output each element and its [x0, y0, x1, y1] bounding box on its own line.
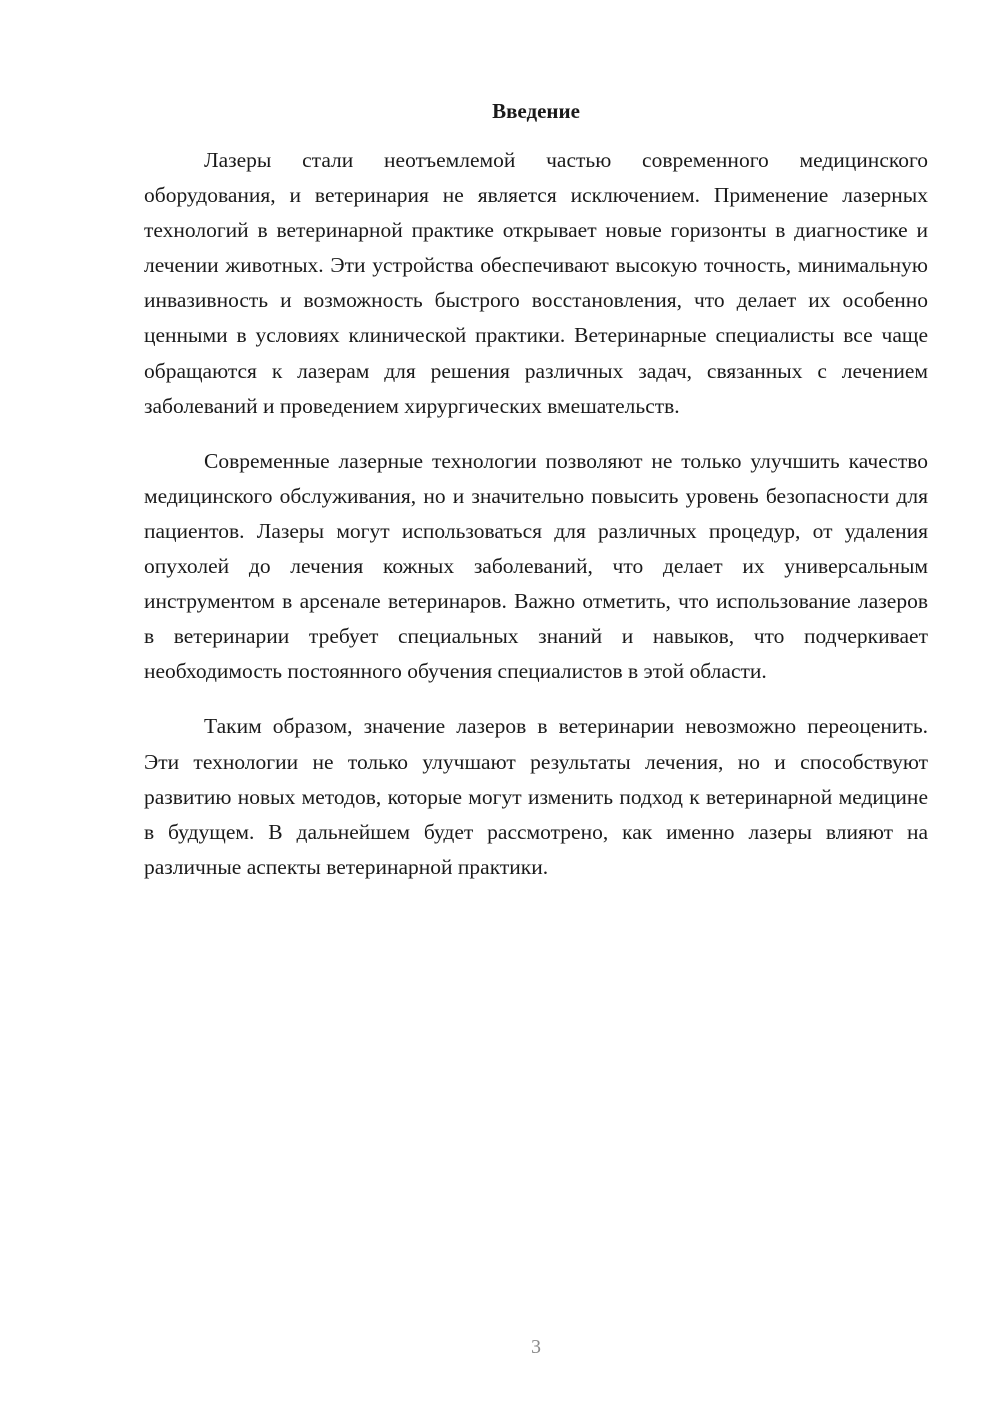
- paragraph-3: Таким образом, значение лазеров в ветеринарии невозможно переоценить. Эти технологии не только улучшают результаты лечения, но и способствуют развитию новых методов, которые могут изменить подход к ветеринарной медицине в будущем. В дальнейшем будет рассмотрено, как именно лазеры влияют на различные аспекты ветеринарной практики.: [144, 714, 928, 879]
- body-text: [144, 143, 928, 905]
- section-title: Введение: [492, 99, 580, 123]
- paragraph-2: Современные лазерные технологии позволяют не только улучшить качество медицинского обслуживания, но и значительно повысить уровень безопасности для пациентов. Лазеры могут использоваться для различных процедур, от удаления опухолей до лечения кожных заболеваний, что делает их универсальным инструментом в арсенале ветеринаров. Важно отметить, что использование лазеров в ветеринарии требует специальных знаний и навыков, что подчеркивает необходимость постоянного обучения специалистов в этой области.: [144, 448, 928, 684]
- page-number: 3: [531, 1336, 541, 1358]
- paragraph-1: Лазеры стали неотъемлемой частью современного медицинского оборудования, и ветеринария не является исключением. Применение лазерных технологий в ветеринарной практике открывает новые горизонты в диагностике и лечении животных. Эти устройства обеспечивают высокую точность, минимальную инвазивность и возможность быстрого восстановления, что делает их особенно ценными в условиях клинической практики. Ветеринарные специалисты все чаще обращаются к лазерам для решения различных задач, связанных с лечением заболеваний и проведением хирургических вмешательств.: [144, 148, 928, 418]
